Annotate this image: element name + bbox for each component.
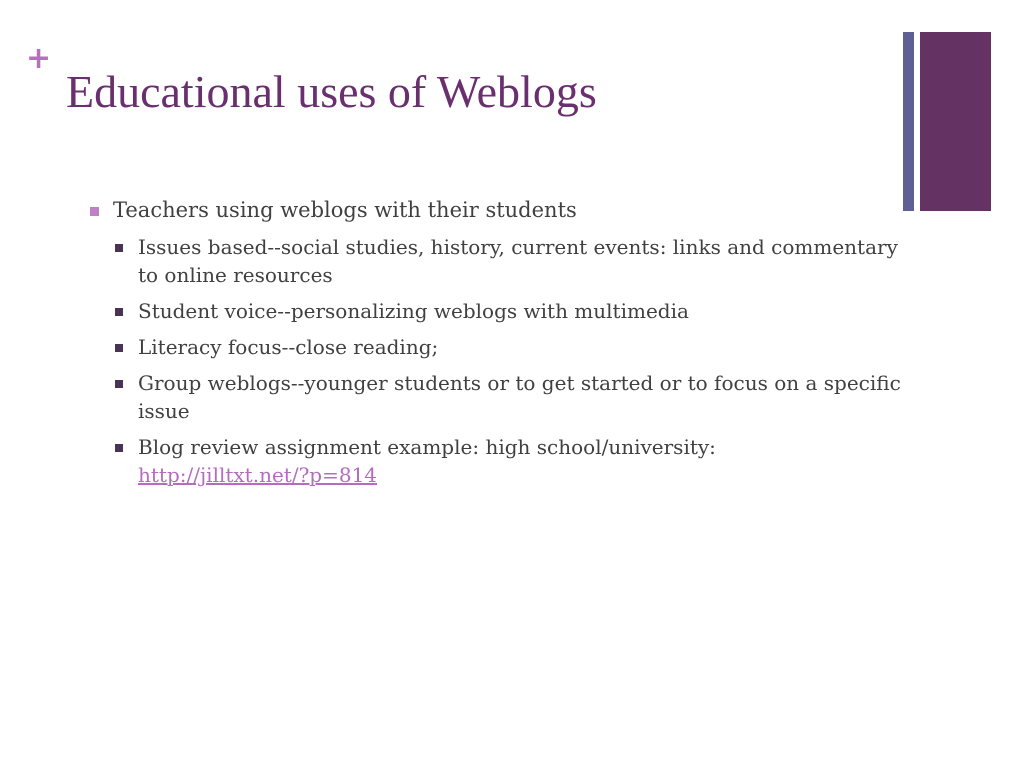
sub-bullet-text: Issues based--social studies, history, current events: links and commentary to online resources <box>138 235 898 287</box>
sub-bullet-literacy-focus <box>113 333 908 361</box>
square-bullet-icon <box>115 244 123 252</box>
sub-bullet-text: Student voice--personalizing weblogs with multimedia <box>138 299 689 323</box>
bullet-text: Teachers using weblogs with their students <box>113 198 577 222</box>
square-bullet-icon <box>90 207 99 216</box>
sub-bullet-student-voice <box>113 297 908 325</box>
square-bullet-icon <box>115 444 123 452</box>
accent-bar-thick <box>920 32 991 211</box>
blog-review-link[interactable]: http://jilltxt.net/?p=814 <box>138 463 378 487</box>
sub-bullet-blog-review <box>113 433 908 489</box>
square-bullet-icon <box>115 308 123 316</box>
accent-bar-thin <box>903 32 914 211</box>
sub-bullet-text: Group weblogs--younger students or to get started or to focus on a specific issue <box>138 371 901 423</box>
square-bullet-icon <box>115 344 123 352</box>
sub-bullet-text: Literacy focus--close reading; <box>138 335 439 359</box>
square-bullet-icon <box>115 380 123 388</box>
sub-bullet-issues-based <box>113 233 908 289</box>
sub-bullet-group-weblogs <box>113 369 908 425</box>
slide-title: Educational uses of Weblogs <box>66 66 597 117</box>
bullet-item-teachers <box>88 196 908 225</box>
sub-bullet-text: Blog review assignment example: high school/university: <box>138 435 716 459</box>
plus-icon: + <box>26 41 52 76</box>
bullet-list <box>88 196 908 497</box>
